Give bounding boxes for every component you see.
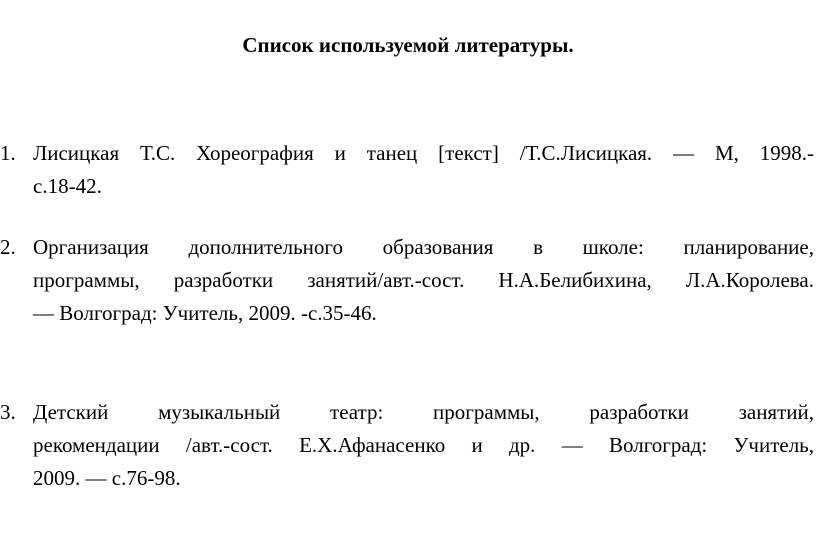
- reference-line: Организация дополнительного образования в школе: планирование,: [33, 235, 814, 259]
- reference-text: [33, 231, 814, 330]
- reference-line: с.18-42.: [33, 174, 102, 198]
- reference-line: — Волгоград: Учитель, 2009. -с.35-46.: [33, 301, 377, 325]
- reference-text: [33, 396, 814, 495]
- reference-line: Детский музыкальный театр: программы, разработки занятий,: [33, 400, 814, 424]
- reference-text: [33, 137, 814, 203]
- reference-number: 3.: [0, 400, 16, 424]
- reference-number: 1.: [0, 141, 16, 165]
- reference-number: 2.: [0, 235, 16, 259]
- reference-line: программы, разработки занятий/авт.-сост. Н.А.Белибихина, Л.А.Королева.: [33, 268, 814, 292]
- reference-line: 2009. — с.76-98.: [33, 466, 181, 490]
- reference-line: Лисицкая Т.С. Хореография и танец [текст] /Т.С.Лисицкая. — М, 1998.-: [33, 141, 814, 165]
- reference-line: рекомендации /авт.-сост. Е.Х.Афанасенко и др. — Волгоград: Учитель,: [33, 433, 814, 457]
- page-title: Список используемой литературы.: [242, 33, 574, 57]
